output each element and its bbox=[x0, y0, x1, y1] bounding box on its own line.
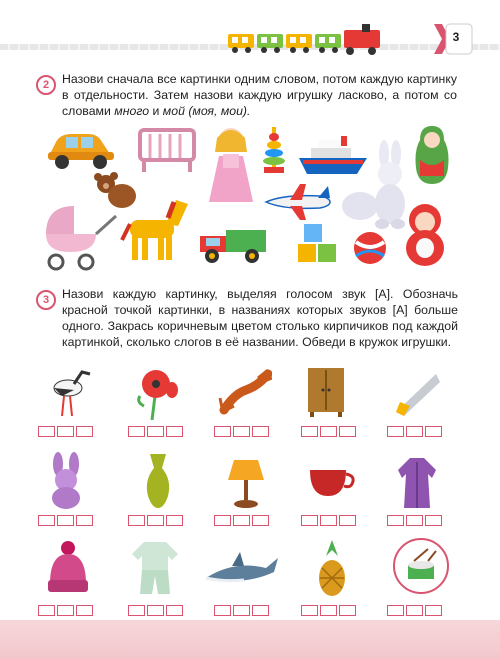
cubes-toy-icon bbox=[296, 222, 340, 264]
train-icon bbox=[226, 24, 386, 56]
crayfish-icon bbox=[218, 368, 272, 416]
brick-cells[interactable] bbox=[128, 515, 183, 526]
robe-icon bbox=[396, 456, 438, 510]
doll-toy-icon bbox=[207, 122, 255, 204]
saw-icon bbox=[392, 368, 442, 418]
bunny-icon bbox=[44, 452, 88, 510]
airplane-toy-icon bbox=[264, 180, 332, 222]
wardrobe-icon bbox=[306, 366, 346, 418]
roly-poly-toy-icon bbox=[404, 200, 446, 268]
pineapple-icon bbox=[316, 540, 348, 598]
brick-cells[interactable] bbox=[128, 605, 183, 616]
stroller-toy-icon bbox=[40, 200, 120, 272]
horse-toy-icon bbox=[120, 196, 196, 266]
ball-toy-icon bbox=[352, 230, 388, 266]
brick-cells[interactable] bbox=[38, 426, 93, 437]
brick-cells[interactable] bbox=[214, 515, 269, 526]
crib-toy-icon bbox=[136, 124, 198, 174]
pajamas-icon bbox=[130, 540, 180, 596]
cup-icon bbox=[306, 466, 358, 500]
hat-icon bbox=[44, 540, 92, 596]
bunny-toy-body-icon bbox=[340, 190, 380, 222]
page-number: 3 bbox=[452, 30, 460, 44]
task-3-number: 3 bbox=[36, 290, 56, 310]
ship-toy-icon bbox=[297, 136, 369, 178]
brick-cells[interactable] bbox=[214, 426, 269, 437]
truck-toy-icon bbox=[196, 222, 270, 268]
brick-cells[interactable] bbox=[38, 605, 93, 616]
task-2-number: 2 bbox=[36, 75, 56, 95]
matryoshka-toy-icon bbox=[414, 124, 450, 186]
pyramid-toy-icon bbox=[262, 125, 286, 175]
task-3-text: Назови каждую картинку, выделяя голосом звук [А]. Обозначь красной точкой картинки, в названиях которых звуков [А] больше одного. Закрась коричневым цветом столько кирпичиков под каждой картинкой, сколько слогов в её названии. Обведи в кружок игрушки. bbox=[62, 287, 458, 349]
brick-cells[interactable] bbox=[387, 426, 442, 437]
brick-cells[interactable] bbox=[301, 605, 356, 616]
poppy-icon bbox=[134, 368, 184, 420]
car-toy-icon bbox=[44, 124, 118, 172]
brick-cells[interactable] bbox=[301, 515, 356, 526]
vase-icon bbox=[142, 452, 174, 510]
brick-cells[interactable] bbox=[301, 426, 356, 437]
lamp-icon bbox=[226, 458, 266, 510]
brick-cells[interactable] bbox=[387, 515, 442, 526]
drum-circled-icon bbox=[392, 537, 450, 595]
task-2-text: Назови сначала все картинки одним словом, потом каждую картинку в отдельности. Затем назови каждую игрушку ласково, а потом со словами много и мой (моя, мои). bbox=[62, 72, 457, 118]
brick-cells[interactable] bbox=[214, 605, 269, 616]
brick-cells[interactable] bbox=[387, 605, 442, 616]
brick-cells[interactable] bbox=[38, 515, 93, 526]
shark-icon bbox=[204, 550, 280, 590]
brick-cells[interactable] bbox=[128, 426, 183, 437]
footer-strip bbox=[0, 620, 500, 659]
stork-icon bbox=[44, 366, 92, 418]
